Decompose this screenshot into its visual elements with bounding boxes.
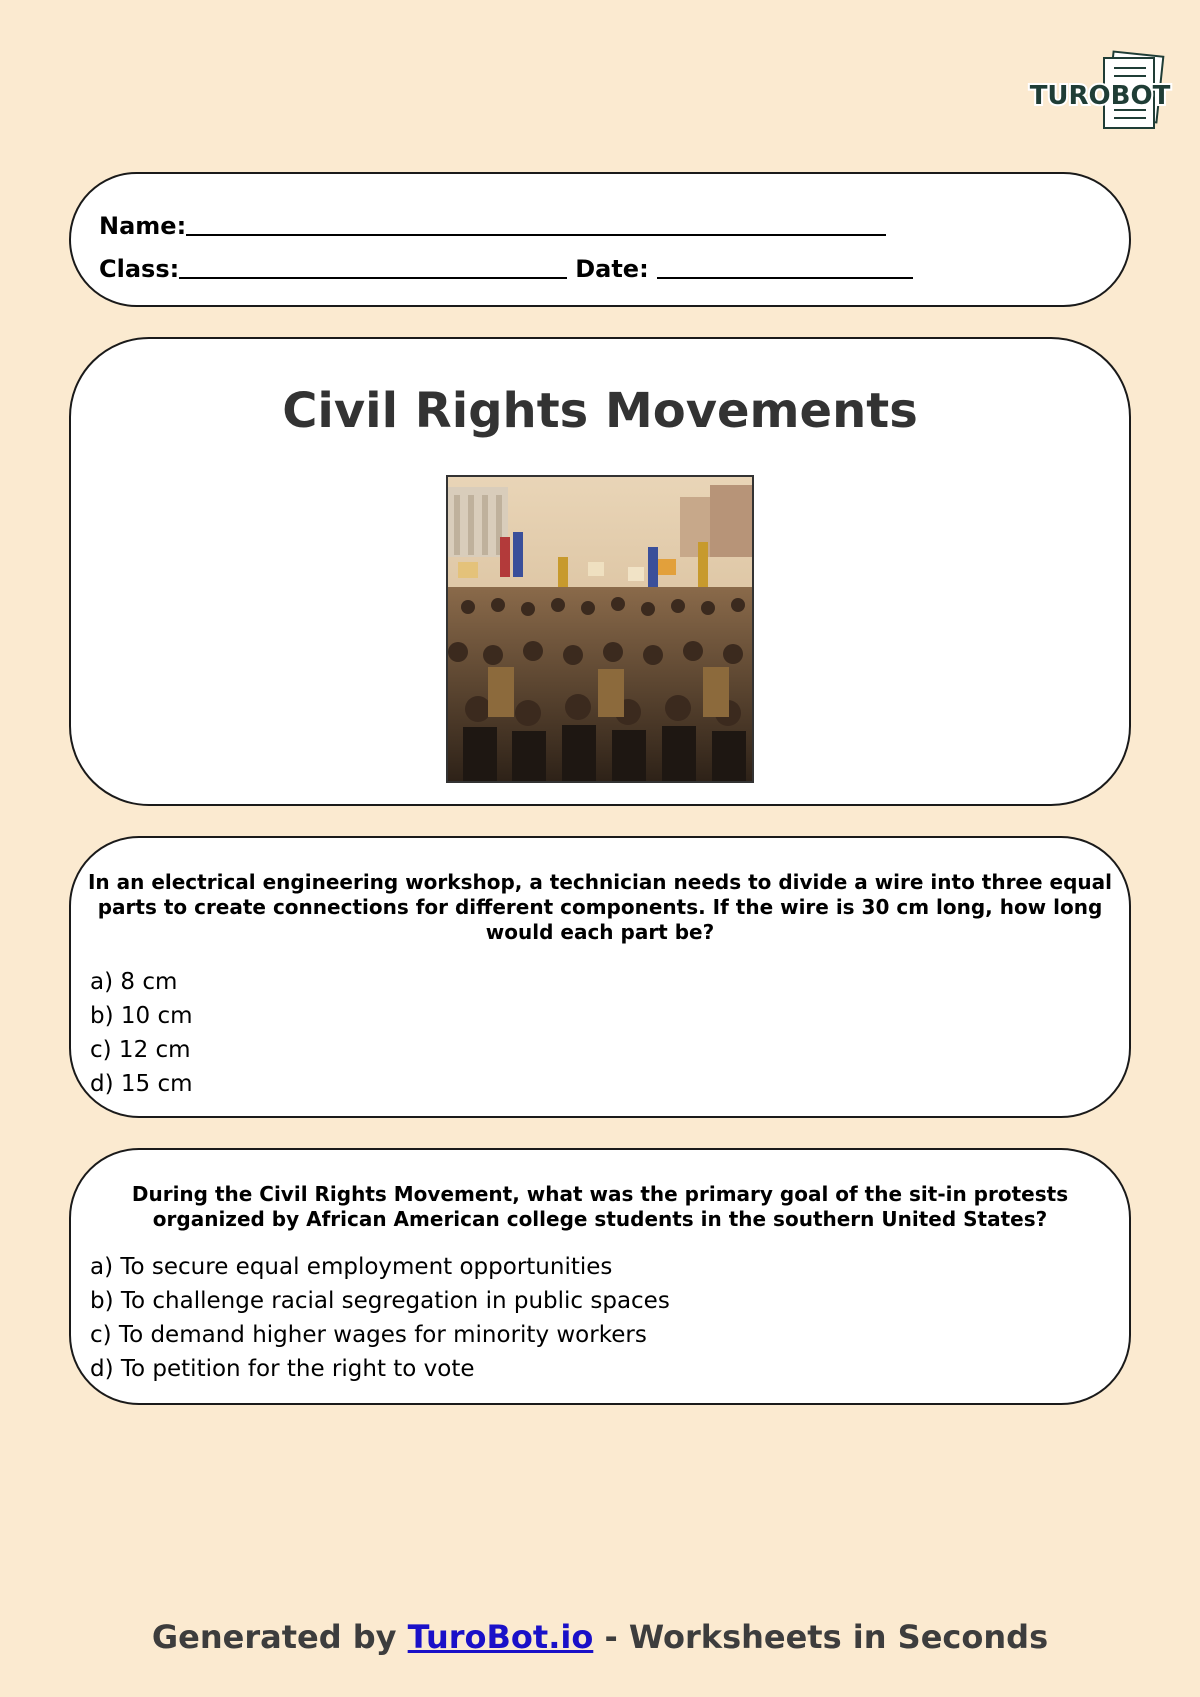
logo-text: TUROBOT <box>1029 81 1171 111</box>
date-label: Date: <box>575 255 649 283</box>
name-label: Name: <box>99 212 187 240</box>
answer-options-1 <box>90 965 193 1101</box>
student-info-card <box>69 172 1131 307</box>
option-b[interactable]: b) 10 cm <box>90 1003 193 1029</box>
question-text-1: In an electrical engineering workshop, a technician needs to divide a wire into three equal parts to create connections for different components. If the wire is 30 cm long, how long would each part be? <box>87 870 1112 944</box>
name-input-line[interactable] <box>186 210 886 236</box>
option-d[interactable]: d) 15 cm <box>90 1071 193 1097</box>
option-c[interactable]: c) 12 cm <box>90 1037 191 1063</box>
option-b[interactable]: b) To challenge racial segregation in public spaces <box>90 1288 670 1314</box>
class-input-line[interactable] <box>179 253 567 279</box>
option-c[interactable]: c) To demand higher wages for minority workers <box>90 1322 647 1348</box>
answer-options-2 <box>90 1250 670 1386</box>
turobot-link[interactable]: TuroBot.io <box>407 1618 594 1656</box>
date-input-line[interactable] <box>657 253 913 279</box>
option-a[interactable]: a) To secure equal employment opportunities <box>90 1254 613 1280</box>
option-a[interactable]: a) 8 cm <box>90 969 178 995</box>
class-date-field-row <box>99 253 913 283</box>
civil-rights-crowd-image <box>446 475 754 783</box>
question-card-2 <box>69 1148 1131 1405</box>
class-label: Class: <box>99 255 180 283</box>
footer-prefix: Generated by <box>151 1618 408 1656</box>
question-card-1 <box>69 836 1131 1118</box>
name-field-row <box>99 210 886 240</box>
question-text-2: During the Civil Rights Movement, what was the primary goal of the sit-in protests organized by African American college students in the southern United States? <box>131 1182 1069 1231</box>
turobot-logo <box>1029 52 1171 138</box>
worksheet-title: Civil Rights Movements <box>282 383 918 439</box>
option-d[interactable]: d) To petition for the right to vote <box>90 1356 475 1382</box>
footer-suffix: - Worksheets in Seconds <box>593 1618 1049 1656</box>
footer <box>0 1618 1200 1656</box>
title-card <box>69 337 1131 806</box>
